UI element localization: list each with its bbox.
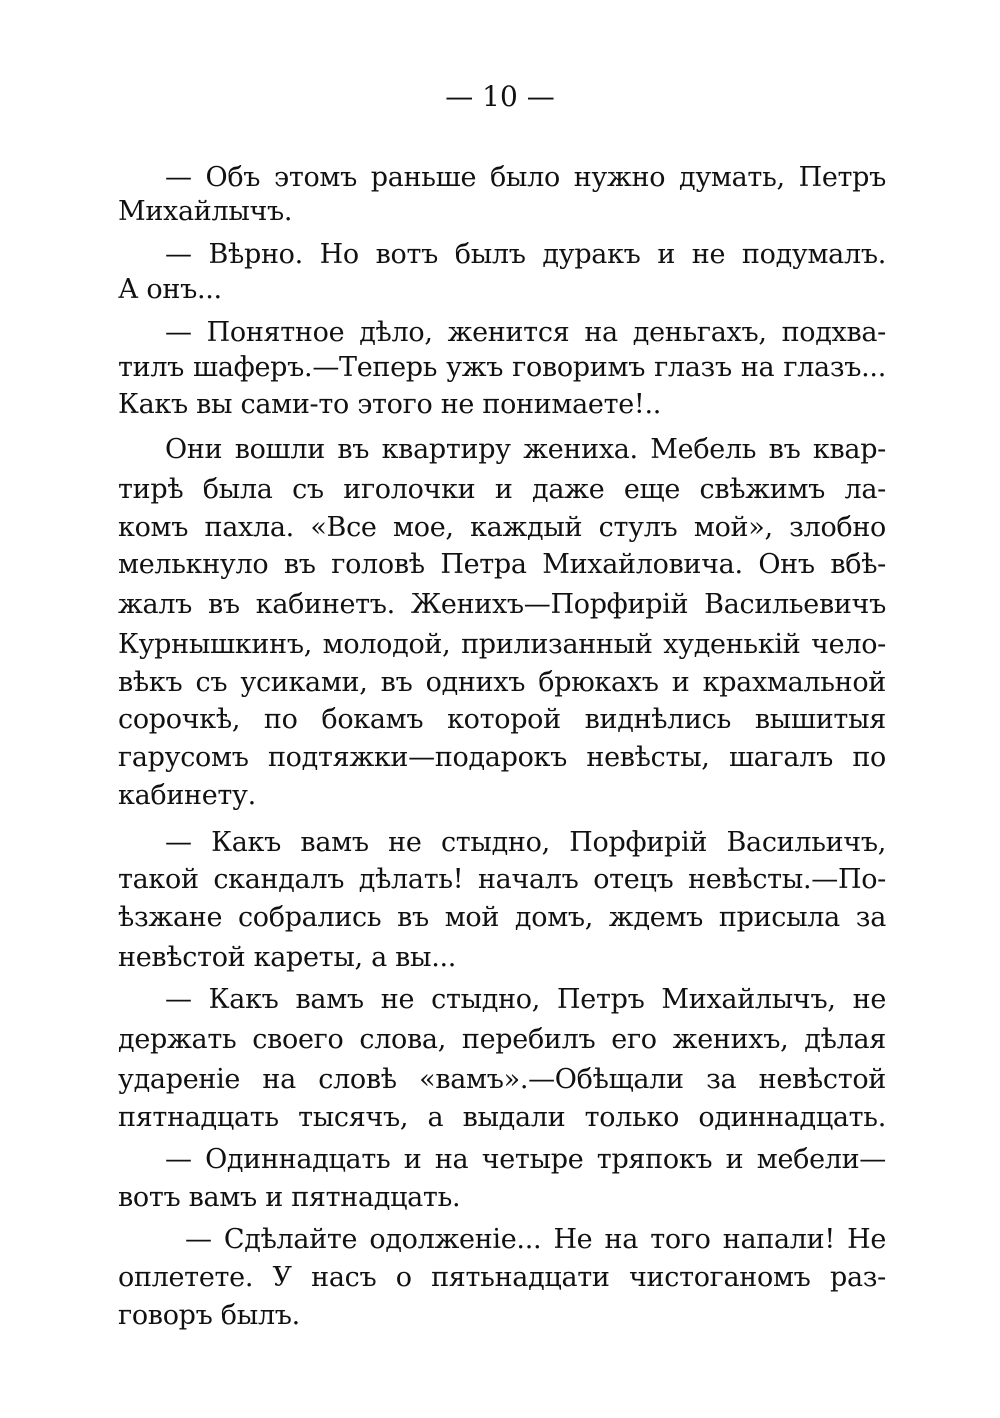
text-line: тирѣ была съ иголочки и даже еще свѣжимъ ла- bbox=[118, 474, 886, 505]
text-line: — Какъ вамъ не стыдно, Петръ Михайлычъ, не bbox=[165, 984, 886, 1015]
text-line: Какъ вы сами-то этого не понимаете!.. bbox=[118, 389, 662, 420]
text-line: пятнадцать тысячъ, а выдали только одиннадцать. bbox=[118, 1102, 886, 1133]
text-line: кабинету. bbox=[118, 780, 256, 811]
text-line: — Понятное дѣло, женится на деньгахъ, подхва- bbox=[165, 317, 886, 348]
text-line: А онъ... bbox=[118, 274, 222, 305]
text-line: Они вошли въ квартиру жениха. Мебель въ квар- bbox=[165, 434, 886, 465]
text-line: — Сдѣлайте одолженіе... Не на того напали! Не bbox=[185, 1224, 886, 1255]
text-line: тилъ шаферъ.—Теперь ужъ говоримъ глазъ на глазъ... bbox=[118, 352, 886, 383]
page-number: — 10 — bbox=[445, 80, 555, 113]
text-line: сорочкѣ, по бокамъ которой виднѣлись вышитыя bbox=[118, 704, 886, 735]
text-line: вѣкъ съ усиками, въ однихъ брюкахъ и крахмальной bbox=[118, 667, 886, 698]
text-line: Курнышкинъ, молодой, прилизанный худенькій чело- bbox=[118, 629, 886, 660]
text-line: — Объ этомъ раньше было нужно думать, Петръ bbox=[165, 162, 886, 193]
text-line: невѣстой кареты, а вы... bbox=[118, 942, 457, 973]
text-line: ѣзжане собрались въ мой домъ, ждемъ присыла за bbox=[118, 902, 886, 933]
text-line: — Какъ вамъ не стыдно, Порфирій Васильичъ, bbox=[165, 827, 886, 858]
text-line: гарусомъ подтяжки—подарокъ невѣсты, шагалъ по bbox=[118, 742, 886, 773]
text-line: держать своего слова, перебилъ его женихъ, дѣлая bbox=[118, 1024, 886, 1055]
text-line: вотъ вамъ и пятнадцать. bbox=[118, 1182, 461, 1213]
text-line: — Одиннадцать и на четыре тряпокъ и мебели— bbox=[165, 1144, 886, 1175]
text-line: жалъ въ кабинетъ. Женихъ—Порфирій Васильевичъ bbox=[118, 589, 886, 620]
text-line: такой скандалъ дѣлать! началъ отецъ невѣсты.—По- bbox=[118, 864, 886, 895]
text-line: оплетете. У насъ о пятьнадцати чистоганомъ раз- bbox=[118, 1262, 886, 1293]
text-line: говоръ былъ. bbox=[118, 1300, 300, 1331]
text-line: удареніе на словѣ «вамъ».—Обѣщали за невѣстой bbox=[118, 1064, 886, 1095]
text-line: — Вѣрно. Но вотъ былъ дуракъ и не подумалъ. bbox=[165, 239, 886, 270]
text-line: мелькнуло въ головѣ Петра Михайловича. Онъ вбѣ- bbox=[118, 549, 886, 580]
text-line: комъ пахла. «Все мое, каждый стулъ мой», злобно bbox=[118, 512, 886, 543]
text-line: Михайлычъ. bbox=[118, 196, 293, 227]
